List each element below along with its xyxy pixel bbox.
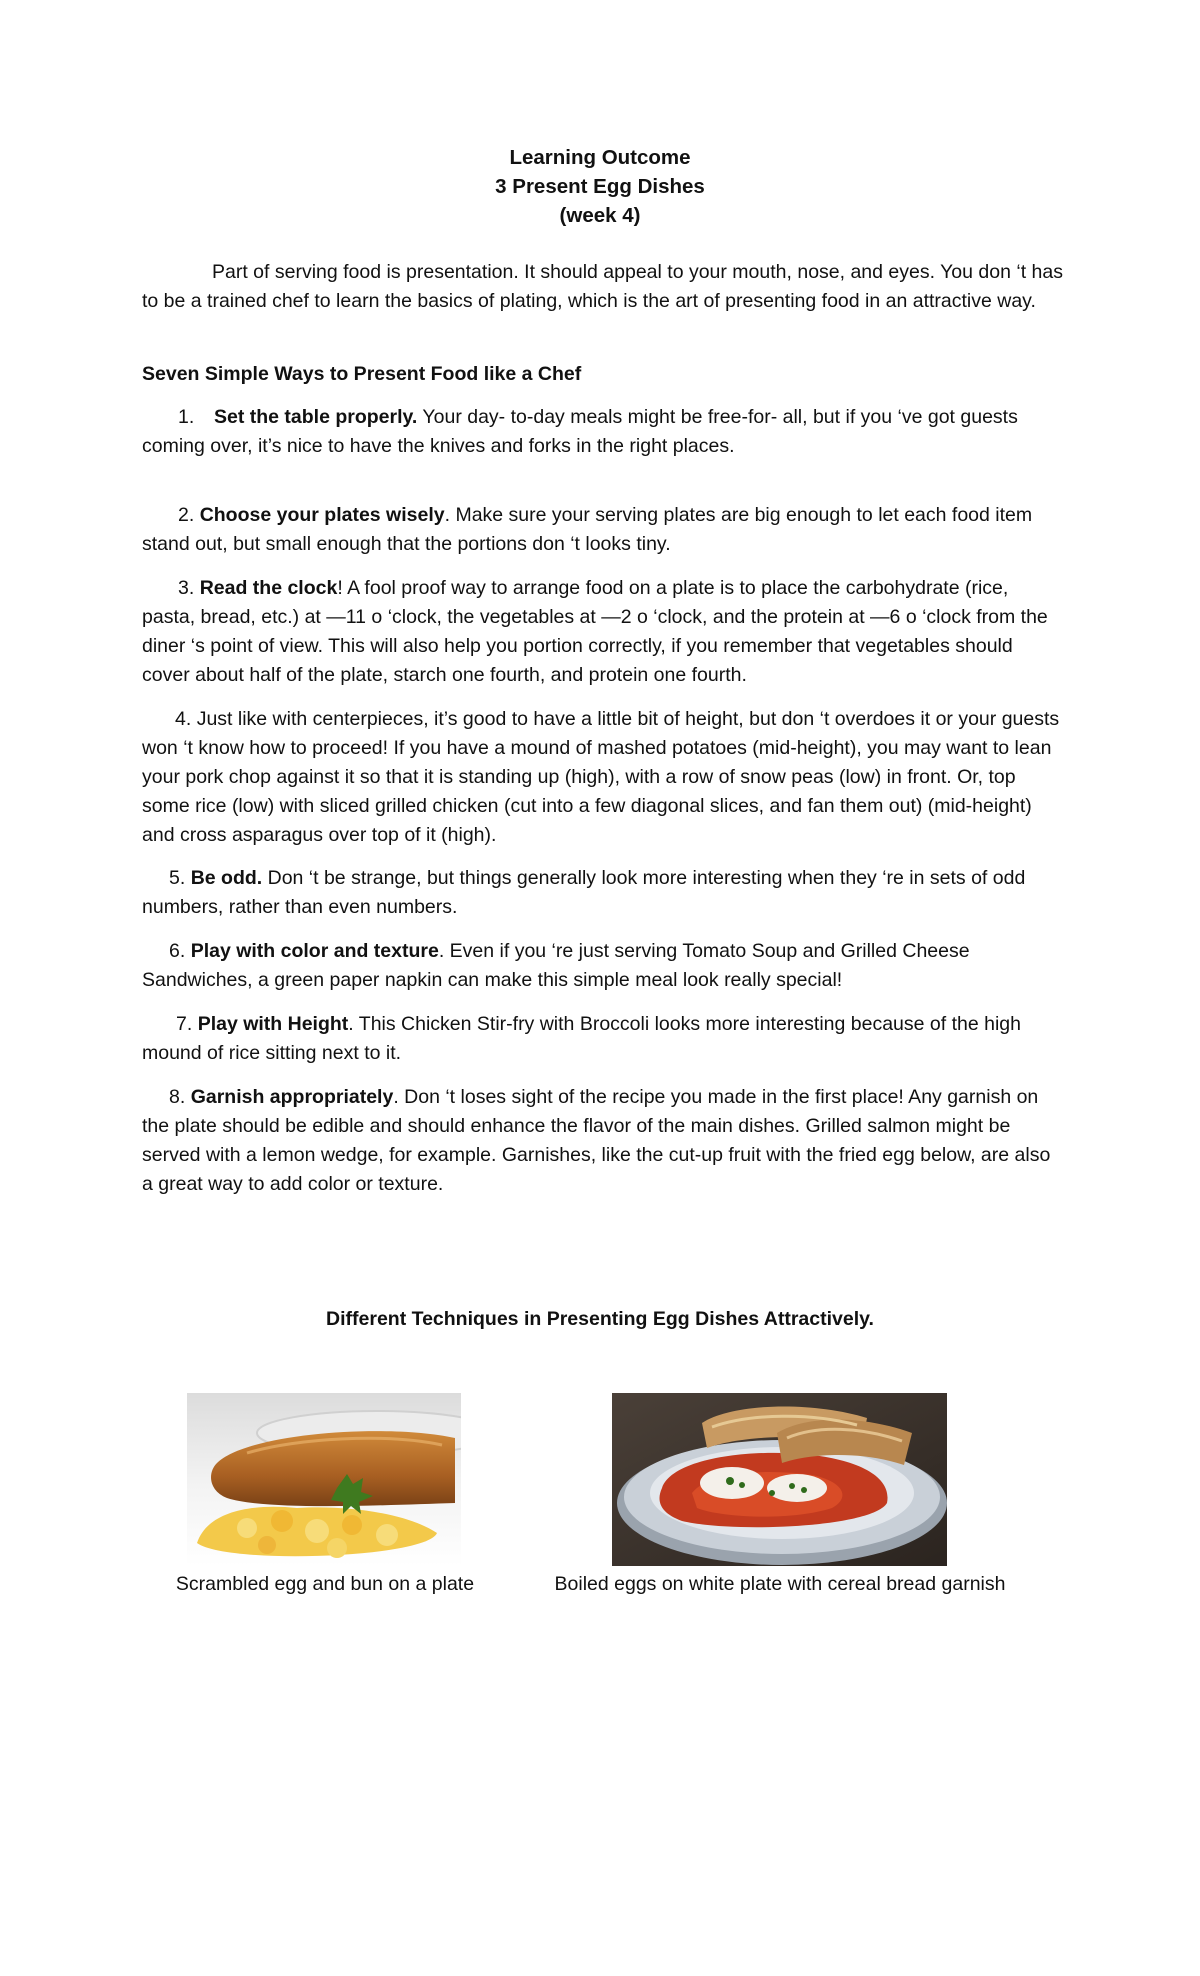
item-text: ! A fool proof way to arrange food on a plate is to place the carbohydrate (rice, pasta, bread, etc.) at ―11 o ‘clock, the vegetables at ―2 o ‘clock, and the protein at ―6 o ‘clock from the diner ‘s point of view. This will also help you portion correctly, if you remember that vegetables should cover about half of the plate, starch one fourth, and protein one fourth.	[142, 577, 1048, 686]
item-title: Play with Height	[197, 1013, 349, 1035]
item-text: . Make sure your serving plates are big enough to let each food item stand out, but small enough that the portions don ‘t looks tiny.	[142, 504, 1033, 555]
scrambled-egg-photo	[187, 1393, 461, 1566]
intro-paragraph	[142, 258, 1064, 316]
list-item	[142, 501, 1064, 559]
item-number: 6.	[169, 940, 186, 962]
item-title: Garnish appropriately	[190, 1086, 394, 1108]
item-text: . This Chicken Stir-fry with Broccoli looks more interesting because of the high mound of rice sitting next to it.	[142, 1013, 1021, 1064]
item-number: 2.	[178, 504, 195, 526]
item-text: Your day- to-day meals might be free-for- all, but if you ‘ve got guests coming over, it’s nice to have the knives and forks in the right places.	[142, 406, 1018, 457]
list-item	[142, 1010, 1064, 1068]
item-title: Be odd.	[190, 867, 263, 889]
item-title: Set the table properly.	[214, 406, 418, 428]
intro-text: Part of serving food is presentation. It should appeal to your mouth, nose, and eyes. You don ‘t has to be a trained chef to learn the basics of plating, which is the art of presenting food in an attractive way.	[142, 261, 1063, 312]
item-text: Don ‘t be strange, but things generally look more interesting when they ‘re in sets of odd numbers, rather than even numbers.	[142, 867, 1026, 918]
title-line-1: Learning Outcome	[509, 146, 691, 169]
item-text: . Don ‘t loses sight of the recipe you made in the first place! Any garnish on the plate should be edible and should enhance the flavor of the main dishes. Grilled salmon might be served with a lemon wedge, for example. Garnishes, like the cut-up fruit with the fried egg below, are also a great way to add color or texture.	[142, 1086, 1051, 1195]
item-number: 4.	[175, 708, 192, 730]
list-item	[142, 705, 1064, 850]
item-number: 1.	[178, 406, 195, 428]
scrambled-egg-image	[187, 1393, 461, 1566]
shakshuka-image	[612, 1393, 947, 1566]
techniques-heading: Different Techniques in Presenting Egg Dishes Attractively.	[326, 1308, 874, 1330]
section-heading: Seven Simple Ways to Present Food like a Chef	[142, 363, 582, 385]
item-title: Play with color and texture	[190, 940, 439, 962]
item-title: Choose your plates wisely	[199, 504, 445, 526]
item-number: 5.	[169, 867, 186, 889]
item-number: 3.	[178, 577, 195, 599]
item-number: 7.	[176, 1013, 193, 1035]
item-text: . Even if you ‘re just serving Tomato Soup and Grilled Cheese Sandwiches, a green paper napkin can make this simple meal look really special!	[142, 940, 970, 991]
figure-caption-2: Boiled eggs on white plate with cereal bread garnish	[554, 1573, 1006, 1595]
list-item	[142, 937, 1064, 995]
item-number: 8.	[169, 1086, 186, 1108]
list-item	[142, 574, 1064, 690]
shakshuka-photo	[612, 1393, 947, 1566]
item-title: Read the clock	[199, 577, 338, 599]
list-item	[142, 1083, 1064, 1199]
figure-caption-1: Scrambled egg and bun on a plate	[175, 1573, 475, 1595]
item-text: Just like with centerpieces, it’s good to have a little bit of height, but don ‘t overdoes it or your guests won ‘t know how to proceed! If you have a mound of mashed potatoes (mid-height), you may want to lean your pork chop against it so that it is standing up (high), with a row of snow peas (low) in front. Or, top some rice (low) with sliced grilled chicken (cut into a few diagonal slices, and fan them out) (mid-height) and cross asparagus over top of it (high).	[142, 708, 1060, 846]
title-line-3: (week 4)	[559, 204, 641, 227]
title-block	[0, 143, 1200, 230]
title-line-2: 3 Present Egg Dishes	[495, 175, 705, 198]
list-item	[142, 403, 1064, 461]
list-item	[142, 864, 1064, 922]
